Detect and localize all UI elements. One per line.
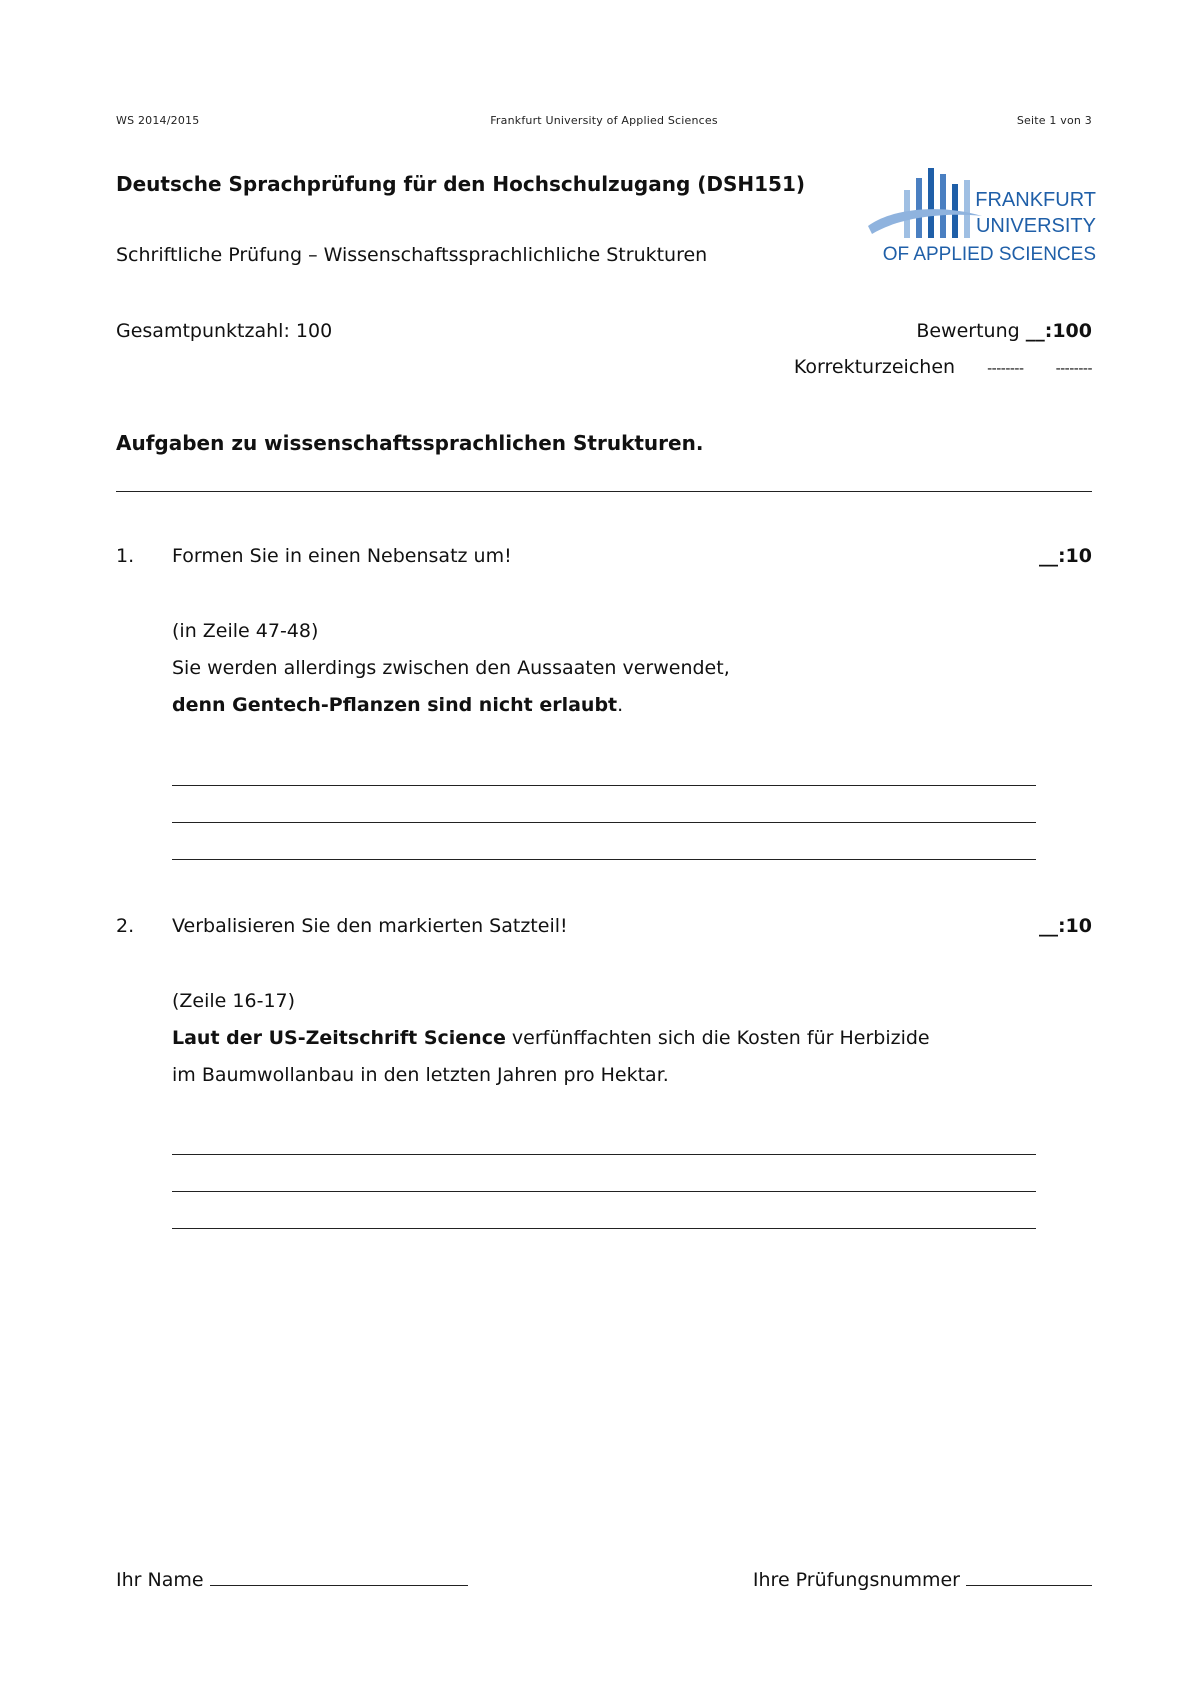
total-points: Gesamtpunktzahl: 100 — [116, 320, 333, 342]
question-1-sentence-line-1: Sie werden allerdings zwischen den Aussaaten verwendet, — [172, 657, 730, 679]
header-institution: Frankfurt University of Applied Sciences — [490, 114, 718, 127]
rating — [916, 320, 1092, 342]
correction-marks — [794, 356, 1092, 378]
question-1-answer-line[interactable] — [172, 785, 1036, 786]
question-1-answer-line[interactable] — [172, 822, 1036, 823]
question-2-sentence-line-1: Laut der US-Zeitschrift Science verfünffachten sich die Kosten für Herbizide — [172, 1027, 930, 1049]
question-2-reference: (Zeile 16-17) — [172, 990, 296, 1012]
name-label: Ihr Name — [116, 1569, 204, 1591]
section-divider — [116, 491, 1092, 492]
logo-bars-icon — [868, 168, 982, 238]
question-2-answer-line[interactable] — [172, 1228, 1036, 1229]
exam-number-label: Ihre Prüfungsnummer — [752, 1569, 960, 1591]
question-1-sentence-line-2: denn Gentech-Pflanzen sind nicht erlaubt. — [172, 694, 624, 716]
question-1-body — [172, 613, 730, 724]
question-1-points: __:10 — [1038, 545, 1092, 567]
correction-blank-1: -------- — [987, 361, 1024, 377]
name-blank[interactable] — [210, 1567, 468, 1586]
correction-label: Korrekturzeichen — [793, 356, 956, 378]
logo-line-2: UNIVERSITY — [975, 215, 1096, 237]
rating-value: __:100 — [1025, 320, 1092, 342]
question-2-highlight: Laut der US-Zeitschrift Science — [172, 1027, 506, 1049]
logo-line-3: OF APPLIED SCIENCES — [882, 244, 1096, 265]
question-2-answer-line[interactable] — [172, 1191, 1036, 1192]
rating-label: Bewertung — [916, 320, 1020, 342]
header-page-number: Seite 1 von 3 — [1016, 114, 1092, 127]
question-2-points: __:10 — [1038, 915, 1092, 937]
question-2-answer-line[interactable] — [172, 1154, 1036, 1155]
question-2-body — [172, 983, 930, 1094]
exam-title: Deutsche Sprachprüfung für den Hochschulzugang (DSH151) — [116, 172, 806, 196]
question-2-sentence-line-2: im Baumwollanbau in den letzten Jahren pro Hektar. — [172, 1064, 669, 1086]
question-1-instruction: Formen Sie in einen Nebensatz um! — [172, 545, 512, 567]
question-1-reference: (in Zeile 47-48) — [172, 620, 319, 642]
correction-blank-2: -------- — [1055, 361, 1092, 377]
question-2-number: 2. — [116, 915, 135, 937]
question-2-instruction: Verbalisieren Sie den markierten Satzteil! — [172, 915, 568, 937]
logo-line-1: FRANKFURT — [975, 189, 1096, 211]
question-1-answer-line[interactable] — [172, 859, 1036, 860]
name-field — [116, 1567, 468, 1591]
question-1-highlight: denn Gentech-Pflanzen sind nicht erlaubt — [172, 694, 618, 716]
section-heading: Aufgaben zu wissenschaftssprachlichen Strukturen. — [116, 431, 704, 455]
exam-number-field — [753, 1567, 1092, 1591]
header-semester: WS 2014/2015 — [116, 114, 200, 127]
question-1-number: 1. — [116, 545, 135, 567]
exam-number-blank[interactable] — [966, 1567, 1092, 1586]
university-logo — [862, 168, 1098, 276]
exam-subtitle: Schriftliche Prüfung – Wissenschaftssprachlichliche Strukturen — [116, 244, 708, 266]
